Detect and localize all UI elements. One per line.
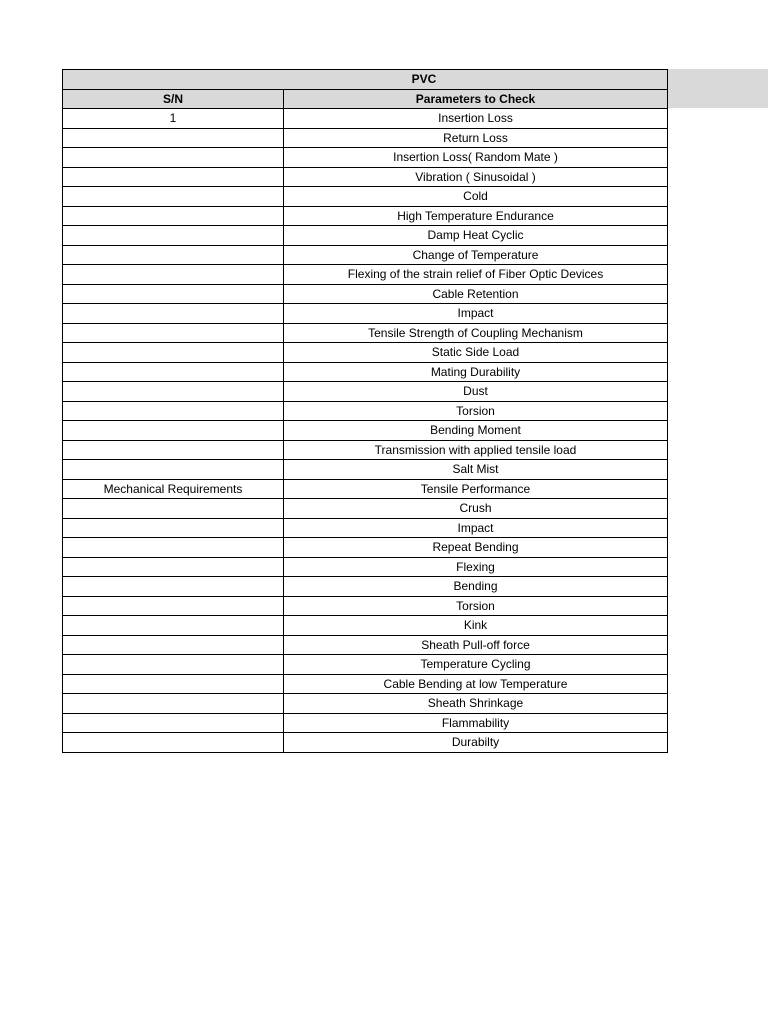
table-row bbox=[63, 343, 668, 363]
table-row bbox=[63, 460, 668, 480]
cell-sn bbox=[63, 148, 284, 168]
cell-sn bbox=[63, 655, 284, 675]
cell-parameter: Impact bbox=[284, 518, 668, 538]
cell-parameter: High Temperature Endurance bbox=[284, 206, 668, 226]
table-row bbox=[63, 674, 668, 694]
cell-sn: Mechanical Requirements bbox=[63, 479, 284, 499]
cell-parameter: Insertion Loss bbox=[284, 109, 668, 129]
cell-parameter: Return Loss bbox=[284, 128, 668, 148]
cell-sn bbox=[63, 128, 284, 148]
cell-sn bbox=[63, 421, 284, 441]
table-row bbox=[63, 713, 668, 733]
cell-sn bbox=[63, 167, 284, 187]
cell-sn bbox=[63, 577, 284, 597]
cell-parameter: Torsion bbox=[284, 401, 668, 421]
table-title: PVC bbox=[63, 70, 668, 90]
table-row bbox=[63, 479, 668, 499]
cell-parameter: Flexing of the strain relief of Fiber Optic Devices bbox=[284, 265, 668, 285]
cell-parameter: Repeat Bending bbox=[284, 538, 668, 558]
cell-parameter: Sheath Pull-off force bbox=[284, 635, 668, 655]
header-sn: S/N bbox=[63, 89, 284, 109]
cell-parameter: Salt Mist bbox=[284, 460, 668, 480]
cell-parameter: Crush bbox=[284, 499, 668, 519]
cell-sn bbox=[63, 401, 284, 421]
cell-parameter: Insertion Loss( Random Mate ) bbox=[284, 148, 668, 168]
cell-parameter: Temperature Cycling bbox=[284, 655, 668, 675]
header-fill-extension bbox=[667, 69, 768, 108]
header-params: Parameters to Check bbox=[284, 89, 668, 109]
cell-sn bbox=[63, 206, 284, 226]
cell-sn bbox=[63, 323, 284, 343]
cell-parameter: Cable Retention bbox=[284, 284, 668, 304]
cell-sn bbox=[63, 635, 284, 655]
cell-parameter: Flammability bbox=[284, 713, 668, 733]
cell-sn bbox=[63, 733, 284, 753]
table-row bbox=[63, 128, 668, 148]
table-row bbox=[63, 655, 668, 675]
cell-sn bbox=[63, 245, 284, 265]
table-row bbox=[63, 187, 668, 207]
table-row bbox=[63, 304, 668, 324]
cell-parameter: Change of Temperature bbox=[284, 245, 668, 265]
cell-sn bbox=[63, 538, 284, 558]
table-header-row bbox=[63, 89, 668, 109]
cell-sn bbox=[63, 226, 284, 246]
cell-sn bbox=[63, 304, 284, 324]
table-body bbox=[63, 109, 668, 753]
table-row bbox=[63, 421, 668, 441]
cell-parameter: Mating Durability bbox=[284, 362, 668, 382]
cell-parameter: Cable Bending at low Temperature bbox=[284, 674, 668, 694]
cell-sn bbox=[63, 596, 284, 616]
table-row bbox=[63, 440, 668, 460]
table-row bbox=[63, 284, 668, 304]
table-row bbox=[63, 596, 668, 616]
table-row bbox=[63, 226, 668, 246]
cell-parameter: Static Side Load bbox=[284, 343, 668, 363]
parameters-table bbox=[62, 69, 668, 753]
table-row bbox=[63, 323, 668, 343]
cell-sn bbox=[63, 557, 284, 577]
table-row bbox=[63, 265, 668, 285]
cell-sn bbox=[63, 616, 284, 636]
cell-parameter: Cold bbox=[284, 187, 668, 207]
cell-sn bbox=[63, 343, 284, 363]
cell-parameter: Torsion bbox=[284, 596, 668, 616]
cell-parameter: Damp Heat Cyclic bbox=[284, 226, 668, 246]
cell-parameter: Bending bbox=[284, 577, 668, 597]
cell-sn bbox=[63, 284, 284, 304]
cell-parameter: Impact bbox=[284, 304, 668, 324]
cell-sn bbox=[63, 382, 284, 402]
cell-parameter: Vibration ( Sinusoidal ) bbox=[284, 167, 668, 187]
cell-sn bbox=[63, 362, 284, 382]
cell-parameter: Flexing bbox=[284, 557, 668, 577]
table-row bbox=[63, 694, 668, 714]
table-row bbox=[63, 245, 668, 265]
cell-sn bbox=[63, 187, 284, 207]
cell-sn bbox=[63, 499, 284, 519]
cell-parameter: Transmission with applied tensile load bbox=[284, 440, 668, 460]
cell-parameter: Kink bbox=[284, 616, 668, 636]
cell-parameter: Durabilty bbox=[284, 733, 668, 753]
table-row bbox=[63, 635, 668, 655]
cell-sn bbox=[63, 518, 284, 538]
table-row bbox=[63, 401, 668, 421]
cell-parameter: Dust bbox=[284, 382, 668, 402]
cell-parameter: Tensile Performance bbox=[284, 479, 668, 499]
table-row bbox=[63, 577, 668, 597]
table-row bbox=[63, 206, 668, 226]
table-row bbox=[63, 382, 668, 402]
table-row bbox=[63, 557, 668, 577]
table-title-row bbox=[63, 70, 668, 90]
table-row bbox=[63, 148, 668, 168]
table-row bbox=[63, 616, 668, 636]
cell-sn bbox=[63, 460, 284, 480]
table-row bbox=[63, 518, 668, 538]
cell-parameter: Tensile Strength of Coupling Mechanism bbox=[284, 323, 668, 343]
cell-sn bbox=[63, 265, 284, 285]
cell-sn bbox=[63, 440, 284, 460]
table-row bbox=[63, 538, 668, 558]
cell-parameter: Sheath Shrinkage bbox=[284, 694, 668, 714]
table-row bbox=[63, 733, 668, 753]
table-row bbox=[63, 499, 668, 519]
table-row bbox=[63, 109, 668, 129]
cell-parameter: Bending Moment bbox=[284, 421, 668, 441]
cell-sn bbox=[63, 694, 284, 714]
table-row bbox=[63, 167, 668, 187]
cell-sn bbox=[63, 674, 284, 694]
cell-sn: 1 bbox=[63, 109, 284, 129]
cell-sn bbox=[63, 713, 284, 733]
table-row bbox=[63, 362, 668, 382]
